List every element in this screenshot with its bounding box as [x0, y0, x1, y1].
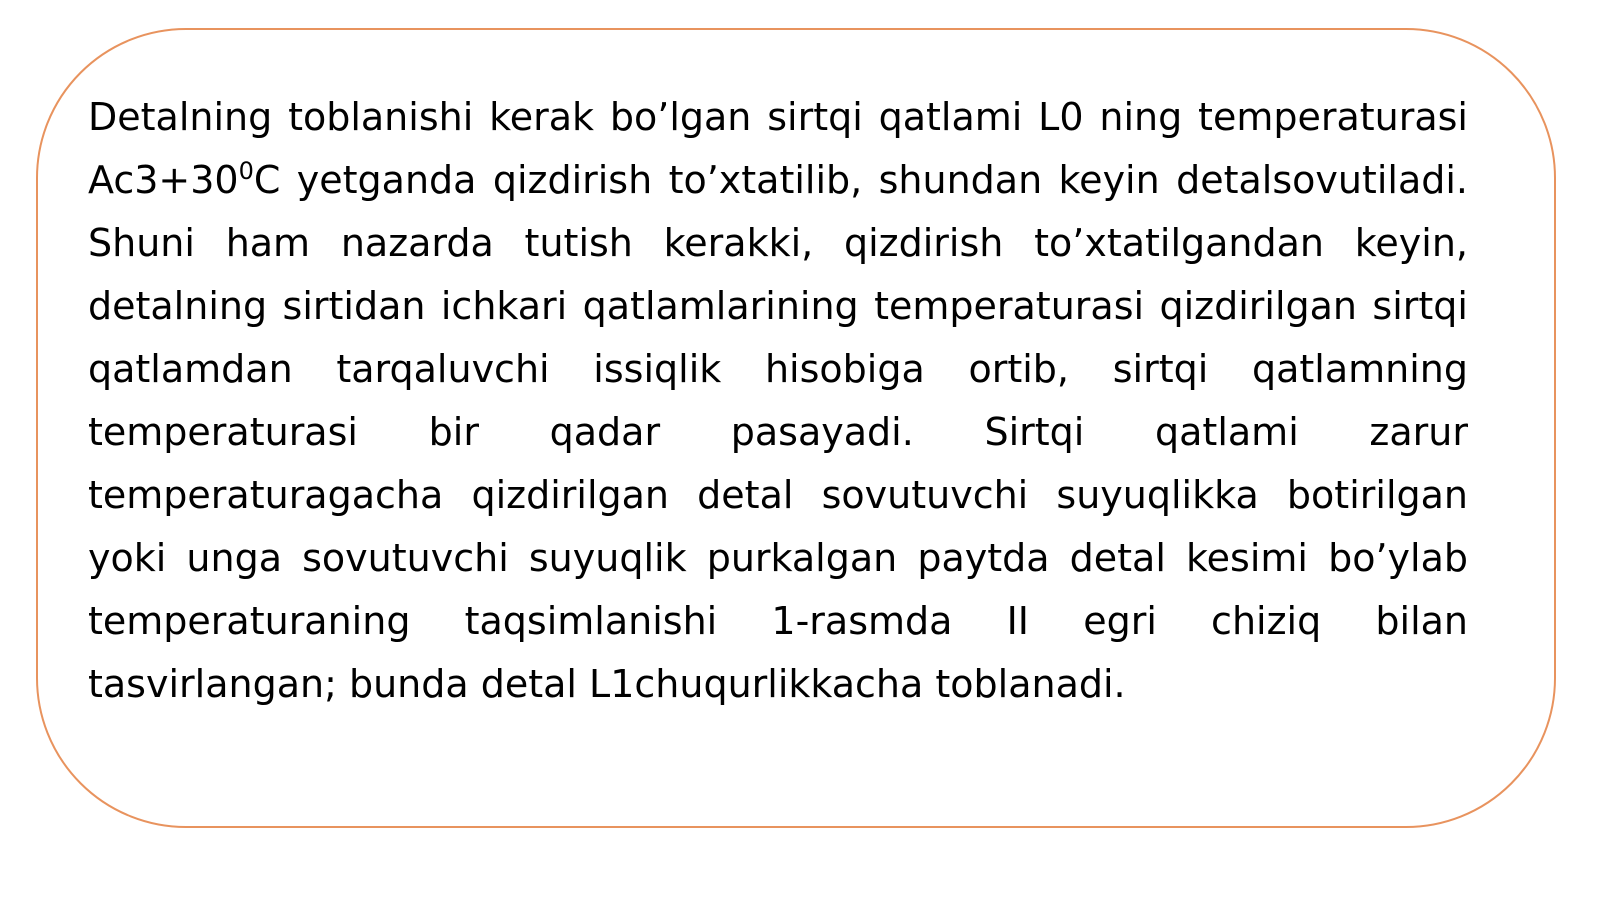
paragraph-text-part-2: C yetganda qizdirish to’xtatilib, shundan keyin detalsovutiladi. Shuni ham nazarda tutish kerakki, qizdirish to’xtatilgandan keyin, detalning sirtidan ichkari qatlamlarining temperaturasi qizdirilgan sirtqi qatlamdan tarqaluvchi issiqlik hisobiga ortib, sirtqi qatlamning temperaturasi bir qadar pasayadi. Sirtqi qatlami zarur temperaturagacha qizdirilgan detal sovutuvchi suyuqlikka botirilgan yoki unga sovutuvchi suyuqlik purkalgan paytda detal kesimi bo’ylab temperaturaning taqsimlanishi 1-rasmda II egri chiziq bilan tasvirlangan; bunda detal L1chuqurlikkacha toblanadi.	[88, 158, 1468, 706]
paragraph-text-part-1: Detalning toblanishi kerak bo’lgan sirtqi qatlami L0 ning temperaturasi Ac3+30	[88, 95, 1468, 202]
body-paragraph	[88, 86, 1468, 716]
degree-superscript: 0	[238, 157, 254, 185]
